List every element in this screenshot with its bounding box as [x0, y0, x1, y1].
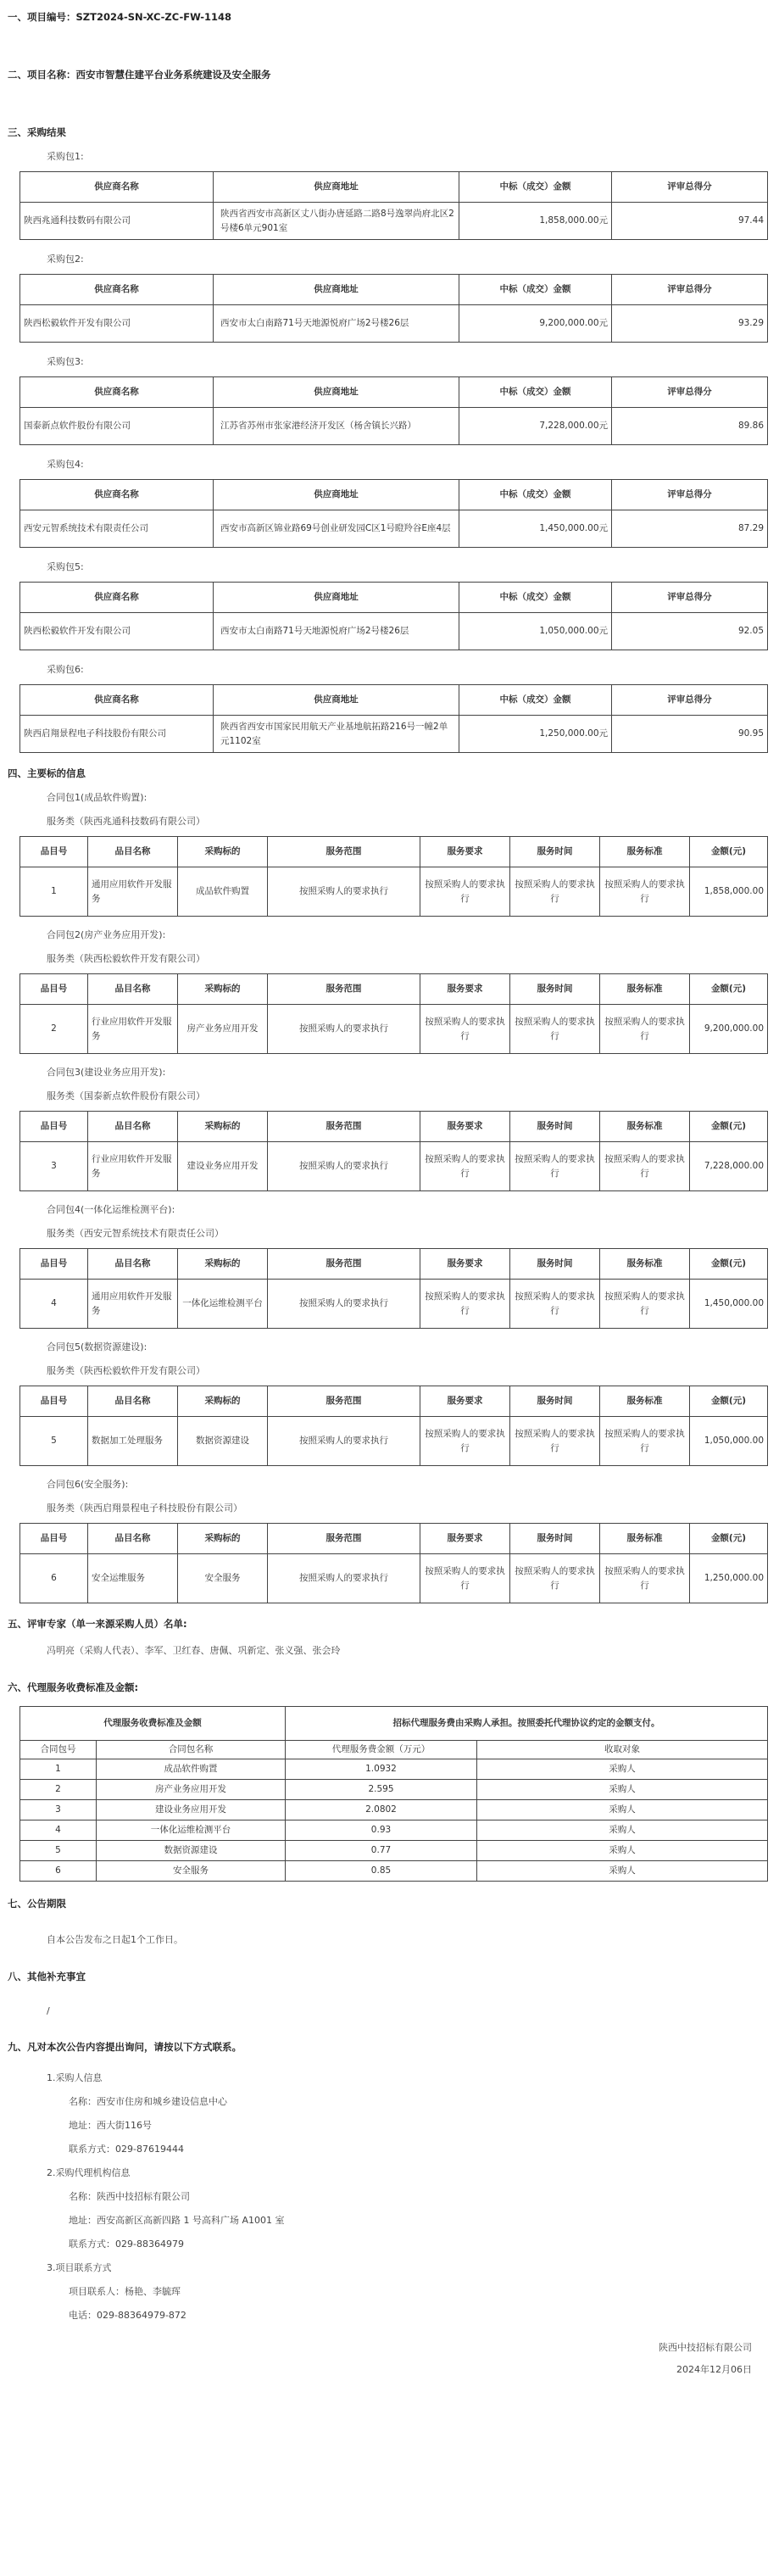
amount-header: 金额(元)	[690, 1524, 768, 1554]
contract-package-label: 合同包5(数据资源建设):	[47, 1341, 147, 1352]
supplier-address-header: 供应商地址	[214, 275, 459, 305]
agent-address: 地址：西安高新区高新四路 1 号高科广场 A1001 室	[69, 2215, 285, 2226]
service-scope: 按照采购人的要求执行	[268, 1005, 420, 1054]
supplier-address-header: 供应商地址	[214, 583, 459, 613]
bid-amount: 1,250,000.00元	[459, 716, 612, 753]
bid-amount-header: 中标（成交）金额	[459, 275, 612, 305]
item-name: 通用应用软件开发服务	[88, 867, 178, 917]
score-header: 评审总得分	[612, 377, 768, 408]
service-requirement: 按照采购人的要求执行	[420, 1005, 510, 1054]
bid-amount-header: 中标（成交）金额	[459, 685, 612, 716]
contract-package-label: 合同包4(一体化运维检测平台):	[47, 1204, 175, 1215]
item-name: 行业应用软件开发服务	[88, 1005, 178, 1054]
fee-amount: 2.0802	[286, 1800, 477, 1820]
other-text: /	[47, 2005, 50, 2016]
fee-payer: 采购人	[477, 1780, 768, 1800]
buyer-name: 名称：西安市住房和城乡建设信息中心	[69, 2096, 227, 2107]
supplier-address: 西安市高新区锦业路69号创业研发园C区1号瞪羚谷E座4层	[214, 510, 459, 548]
package-result-row	[20, 305, 768, 343]
package-result-table	[19, 479, 768, 548]
supplier-address-header: 供应商地址	[214, 685, 459, 716]
supplier-name: 国泰新点软件股份有限公司	[20, 408, 214, 445]
project-contact-heading: 3.项目联系方式	[47, 2262, 112, 2273]
contract-amount: 9,200,000.00	[690, 1005, 768, 1054]
contract-package-label: 合同包6(安全服务):	[47, 1479, 129, 1490]
contract-amount: 1,450,000.00	[690, 1280, 768, 1329]
fee-payer: 采购人	[477, 1861, 768, 1882]
package-head-row	[20, 583, 768, 613]
item-name: 通用应用软件开发服务	[88, 1280, 178, 1329]
procurement-target: 安全服务	[178, 1554, 268, 1603]
fee-package-name: 建设业务应用开发	[97, 1800, 286, 1820]
bid-amount-header: 中标（成交）金额	[459, 377, 612, 408]
contract-info-table	[19, 1523, 768, 1603]
footer-org: 陕西中技招标有限公司	[659, 2342, 752, 2353]
package-label: 采购包6:	[47, 664, 84, 675]
item-no: 1	[20, 867, 88, 917]
standard-header: 服务标准	[600, 974, 690, 1005]
review-score: 90.95	[612, 716, 768, 753]
review-score: 87.29	[612, 510, 768, 548]
contract-supplier: 服务类（陕西启翔景程电子科技股份有限公司）	[47, 1503, 242, 1514]
scope-header: 服务范围	[268, 974, 420, 1005]
fee-row	[20, 1759, 768, 1780]
supplier-address: 西安市太白南路71号天地源悦府广场2号楼26层	[214, 305, 459, 343]
supplier-address-header: 供应商地址	[214, 172, 459, 203]
score-header: 评审总得分	[612, 583, 768, 613]
contract-package-label: 合同包2(房产业务应用开发):	[47, 929, 166, 940]
item-no: 4	[20, 1280, 88, 1329]
supplier-name: 陕西松毅软件开发有限公司	[20, 305, 214, 343]
scope-header: 服务范围	[268, 1386, 420, 1417]
service-time: 按照采购人的要求执行	[510, 1554, 600, 1603]
procurement-target: 成品软件购置	[178, 867, 268, 917]
fee-row	[20, 1780, 768, 1800]
agency-fee-table	[19, 1706, 768, 1882]
package-result-table	[19, 171, 768, 240]
scope-header: 服务范围	[268, 1524, 420, 1554]
supplier-name-header: 供应商名称	[20, 377, 214, 408]
contract-supplier: 服务类（陕西松毅软件开发有限公司）	[47, 1365, 205, 1376]
supplier-name: 陕西松毅软件开发有限公司	[20, 613, 214, 650]
target-header: 采购标的	[178, 1249, 268, 1280]
score-header: 评审总得分	[612, 275, 768, 305]
requirement-header: 服务要求	[420, 1386, 510, 1417]
section-title-notice-period: 七、公告期限	[8, 1898, 66, 1910]
target-header: 采购标的	[178, 974, 268, 1005]
contract-supplier: 服务类（陕西松毅软件开发有限公司）	[47, 953, 205, 964]
section-title-contact: 九、凡对本次公告内容提出询问，请按以下方式联系。	[8, 2041, 242, 2053]
service-time: 按照采购人的要求执行	[510, 1142, 600, 1191]
target-header: 采购标的	[178, 837, 268, 867]
fee-package-name: 一体化运维检测平台	[97, 1820, 286, 1841]
scope-header: 服务范围	[268, 837, 420, 867]
time-header: 服务时间	[510, 1112, 600, 1142]
bid-amount: 7,228,000.00元	[459, 408, 612, 445]
package-label: 采购包1:	[47, 151, 84, 162]
section-title-main-info: 四、主要标的信息	[8, 767, 86, 779]
procurement-target: 一体化运维检测平台	[178, 1280, 268, 1329]
contract-row	[20, 1417, 768, 1466]
supplier-address: 陕西省西安市国家民用航天产业基地航拓路216号一幢2单元1102室	[214, 716, 459, 753]
item-no-header: 品目号	[20, 1524, 88, 1554]
supplier-name: 陕西兆通科技数码有限公司	[20, 203, 214, 240]
contract-amount: 1,858,000.00	[690, 867, 768, 917]
bid-amount: 9,200,000.00元	[459, 305, 612, 343]
service-scope: 按照采购人的要求执行	[268, 1280, 420, 1329]
contract-supplier: 服务类（陕西兆通科技数码有限公司）	[47, 816, 205, 827]
contract-package-label: 合同包3(建设业务应用开发):	[47, 1067, 166, 1078]
requirement-header: 服务要求	[420, 1112, 510, 1142]
supplier-name-header: 供应商名称	[20, 480, 214, 510]
section-title-agency-fee: 六、代理服务收费标准及金额:	[8, 1681, 139, 1693]
contract-amount: 7,228,000.00	[690, 1142, 768, 1191]
review-score: 92.05	[612, 613, 768, 650]
procurement-target: 建设业务应用开发	[178, 1142, 268, 1191]
package-head-row	[20, 172, 768, 203]
review-score: 89.86	[612, 408, 768, 445]
amount-header: 金额(元)	[690, 1112, 768, 1142]
item-no-header: 品目号	[20, 1249, 88, 1280]
procurement-target: 房产业务应用开发	[178, 1005, 268, 1054]
bid-amount: 1,858,000.00元	[459, 203, 612, 240]
fee-payer: 采购人	[477, 1800, 768, 1820]
project-contact-people: 项目联系人：杨艳、李毓珲	[69, 2286, 181, 2297]
contract-row	[20, 1005, 768, 1054]
bid-amount: 1,050,000.00元	[459, 613, 612, 650]
item-name-header: 品目名称	[88, 1112, 178, 1142]
contract-head-row	[20, 837, 768, 867]
item-no-header: 品目号	[20, 837, 88, 867]
service-requirement: 按照采购人的要求执行	[420, 1142, 510, 1191]
contract-info-table	[19, 1248, 768, 1329]
project-name: 二、项目名称：西安市智慧住建平台业务系统建设及安全服务	[8, 69, 271, 81]
service-standard: 按照采购人的要求执行	[600, 1142, 690, 1191]
item-name-header: 品目名称	[88, 837, 178, 867]
contract-amount: 1,250,000.00	[690, 1554, 768, 1603]
fee-col-amount: 代理服务费金额（万元）	[286, 1741, 477, 1759]
fee-package-name: 房产业务应用开发	[97, 1780, 286, 1800]
bid-amount-header: 中标（成交）金额	[459, 172, 612, 203]
package-result-table	[19, 274, 768, 343]
bid-amount-header: 中标（成交）金额	[459, 583, 612, 613]
item-no-header: 品目号	[20, 974, 88, 1005]
bid-amount: 1,450,000.00元	[459, 510, 612, 548]
fee-package-name: 数据资源建设	[97, 1841, 286, 1861]
amount-header: 金额(元)	[690, 1249, 768, 1280]
target-header: 采购标的	[178, 1524, 268, 1554]
service-time: 按照采购人的要求执行	[510, 1280, 600, 1329]
fee-row	[20, 1861, 768, 1882]
package-result-table	[19, 582, 768, 650]
fee-amount: 0.85	[286, 1861, 477, 1882]
standard-header: 服务标准	[600, 837, 690, 867]
service-requirement: 按照采购人的要求执行	[420, 867, 510, 917]
item-no: 6	[20, 1554, 88, 1603]
fee-package-no: 2	[20, 1780, 97, 1800]
package-head-row	[20, 685, 768, 716]
item-name-header: 品目名称	[88, 1249, 178, 1280]
contract-supplier: 服务类（西安元智系统技术有限责任公司）	[47, 1228, 224, 1239]
scope-header: 服务范围	[268, 1249, 420, 1280]
service-time: 按照采购人的要求执行	[510, 1005, 600, 1054]
package-label: 采购包5:	[47, 561, 84, 572]
fee-table-head-row-2	[20, 1741, 768, 1759]
supplier-address: 陕西省西安市高新区丈八街办唐延路二路8号逸翠尚府北区2号楼6单元901室	[214, 203, 459, 240]
item-name-header: 品目名称	[88, 974, 178, 1005]
score-header: 评审总得分	[612, 685, 768, 716]
package-result-row	[20, 716, 768, 753]
item-name: 数据加工处理服务	[88, 1417, 178, 1466]
fee-col-no: 合同包号	[20, 1741, 97, 1759]
package-head-row	[20, 275, 768, 305]
service-standard: 按照采购人的要求执行	[600, 1417, 690, 1466]
package-result-table	[19, 376, 768, 445]
amount-header: 金额(元)	[690, 837, 768, 867]
fee-row	[20, 1800, 768, 1820]
contract-package-label: 合同包1(成品软件购置):	[47, 792, 147, 803]
item-name: 行业应用软件开发服务	[88, 1142, 178, 1191]
package-head-row	[20, 377, 768, 408]
fee-payer: 采购人	[477, 1841, 768, 1861]
requirement-header: 服务要求	[420, 1249, 510, 1280]
review-score: 97.44	[612, 203, 768, 240]
service-time: 按照采购人的要求执行	[510, 867, 600, 917]
service-scope: 按照采购人的要求执行	[268, 1417, 420, 1466]
service-requirement: 按照采购人的要求执行	[420, 1280, 510, 1329]
time-header: 服务时间	[510, 837, 600, 867]
supplier-address-header: 供应商地址	[214, 480, 459, 510]
requirement-header: 服务要求	[420, 837, 510, 867]
service-time: 按照采购人的要求执行	[510, 1417, 600, 1466]
section-title-other: 八、其他补充事宜	[8, 1971, 86, 1982]
fee-amount: 2.595	[286, 1780, 477, 1800]
expert-names: 冯明亮（采购人代表）、李军、卫红春、唐佩、巩新定、张义强、张会玲	[47, 1645, 341, 1656]
contract-info-table	[19, 1386, 768, 1466]
procurement-results	[8, 151, 779, 753]
supplier-name-header: 供应商名称	[20, 685, 214, 716]
supplier-name-header: 供应商名称	[20, 583, 214, 613]
fee-table-head-row-1	[20, 1707, 768, 1741]
package-result-row	[20, 613, 768, 650]
item-no: 2	[20, 1005, 88, 1054]
fee-amount: 0.77	[286, 1841, 477, 1861]
project-number: 一、项目编号：SZT2024-SN-XC-ZC-FW-1148	[8, 11, 232, 23]
contract-head-row	[20, 1112, 768, 1142]
fee-amount: 1.0932	[286, 1759, 477, 1780]
contract-row	[20, 1142, 768, 1191]
amount-header: 金额(元)	[690, 974, 768, 1005]
contract-info-table	[19, 836, 768, 917]
package-result-row	[20, 408, 768, 445]
standard-header: 服务标准	[600, 1524, 690, 1554]
item-name-header: 品目名称	[88, 1524, 178, 1554]
service-requirement: 按照采购人的要求执行	[420, 1417, 510, 1466]
service-standard: 按照采购人的要求执行	[600, 1280, 690, 1329]
fee-row	[20, 1820, 768, 1841]
time-header: 服务时间	[510, 974, 600, 1005]
agent-info-heading: 2.采购代理机构信息	[47, 2167, 131, 2178]
fee-amount: 0.93	[286, 1820, 477, 1841]
notice-period-text: 自本公告发布之日起1个工作日。	[47, 1934, 183, 1945]
package-head-row	[20, 480, 768, 510]
agent-name: 名称：陕西中技招标有限公司	[69, 2191, 190, 2202]
buyer-address: 地址：西大街116号	[69, 2120, 152, 2131]
fee-package-name: 安全服务	[97, 1861, 286, 1882]
supplier-name: 西安元智系统技术有限责任公司	[20, 510, 214, 548]
package-result-row	[20, 510, 768, 548]
scope-header: 服务范围	[268, 1112, 420, 1142]
fee-package-no: 1	[20, 1759, 97, 1780]
contract-row	[20, 1280, 768, 1329]
requirement-header: 服务要求	[420, 1524, 510, 1554]
score-header: 评审总得分	[612, 480, 768, 510]
fee-col-payer: 收取对象	[477, 1741, 768, 1759]
item-no-header: 品目号	[20, 1386, 88, 1417]
contract-supplier: 服务类（国泰新点软件股份有限公司）	[47, 1090, 205, 1101]
bid-amount-header: 中标（成交）金额	[459, 480, 612, 510]
contract-amount: 1,050,000.00	[690, 1417, 768, 1466]
fee-col-name: 合同包名称	[97, 1741, 286, 1759]
review-score: 93.29	[612, 305, 768, 343]
fee-standard-header: 代理服务收费标准及金额	[20, 1707, 286, 1741]
fee-package-no: 3	[20, 1800, 97, 1820]
project-contact-phone: 电话：029-88364979-872	[69, 2310, 186, 2321]
service-scope: 按照采购人的要求执行	[268, 1142, 420, 1191]
buyer-phone: 联系方式：029-87619444	[69, 2144, 184, 2155]
package-label: 采购包4:	[47, 459, 84, 470]
fee-package-no: 5	[20, 1841, 97, 1861]
contract-row	[20, 867, 768, 917]
item-no: 3	[20, 1142, 88, 1191]
fee-package-no: 4	[20, 1820, 97, 1841]
time-header: 服务时间	[510, 1524, 600, 1554]
standard-header: 服务标准	[600, 1386, 690, 1417]
standard-header: 服务标准	[600, 1112, 690, 1142]
target-header: 采购标的	[178, 1386, 268, 1417]
contract-head-row	[20, 1249, 768, 1280]
target-header: 采购标的	[178, 1112, 268, 1142]
supplier-address-header: 供应商地址	[214, 377, 459, 408]
section-title-experts: 五、评审专家（单一来源采购人员）名单:	[8, 1618, 187, 1630]
footer-date: 2024年12月06日	[676, 2364, 752, 2375]
score-header: 评审总得分	[612, 172, 768, 203]
requirement-header: 服务要求	[420, 974, 510, 1005]
package-label: 采购包3:	[47, 356, 84, 367]
supplier-name-header: 供应商名称	[20, 275, 214, 305]
package-label: 采购包2:	[47, 254, 84, 265]
supplier-name-header: 供应商名称	[20, 172, 214, 203]
main-target-info	[8, 792, 779, 1603]
package-result-table	[19, 684, 768, 753]
service-scope: 按照采购人的要求执行	[268, 867, 420, 917]
fee-payment-header: 招标代理服务费由采购人承担。按照委托代理协议约定的金额支付。	[286, 1707, 768, 1741]
fee-payer: 采购人	[477, 1820, 768, 1841]
buyer-info-heading: 1.采购人信息	[47, 2072, 103, 2083]
fee-package-no: 6	[20, 1861, 97, 1882]
contract-info-table	[19, 1111, 768, 1191]
agent-phone: 联系方式：029-88364979	[69, 2239, 184, 2250]
amount-header: 金额(元)	[690, 1386, 768, 1417]
service-standard: 按照采购人的要求执行	[600, 1554, 690, 1603]
standard-header: 服务标准	[600, 1249, 690, 1280]
item-no-header: 品目号	[20, 1112, 88, 1142]
supplier-address: 西安市太白南路71号天地源悦府广场2号楼26层	[214, 613, 459, 650]
supplier-name: 陕西启翔景程电子科技股份有限公司	[20, 716, 214, 753]
fee-payer: 采购人	[477, 1759, 768, 1780]
service-scope: 按照采购人的要求执行	[268, 1554, 420, 1603]
package-result-row	[20, 203, 768, 240]
service-standard: 按照采购人的要求执行	[600, 1005, 690, 1054]
item-name-header: 品目名称	[88, 1386, 178, 1417]
item-name: 安全运维服务	[88, 1554, 178, 1603]
contract-head-row	[20, 974, 768, 1005]
fee-package-name: 成品软件购置	[97, 1759, 286, 1780]
time-header: 服务时间	[510, 1386, 600, 1417]
contract-info-table	[19, 973, 768, 1054]
section-title-results: 三、采购结果	[8, 126, 66, 138]
contract-head-row	[20, 1386, 768, 1417]
procurement-target: 数据资源建设	[178, 1417, 268, 1466]
supplier-address: 江苏省苏州市张家港经济开发区（杨舍镇长兴路）	[214, 408, 459, 445]
service-requirement: 按照采购人的要求执行	[420, 1554, 510, 1603]
fee-row	[20, 1841, 768, 1861]
contract-head-row	[20, 1524, 768, 1554]
contract-row	[20, 1554, 768, 1603]
service-standard: 按照采购人的要求执行	[600, 867, 690, 917]
time-header: 服务时间	[510, 1249, 600, 1280]
item-no: 5	[20, 1417, 88, 1466]
